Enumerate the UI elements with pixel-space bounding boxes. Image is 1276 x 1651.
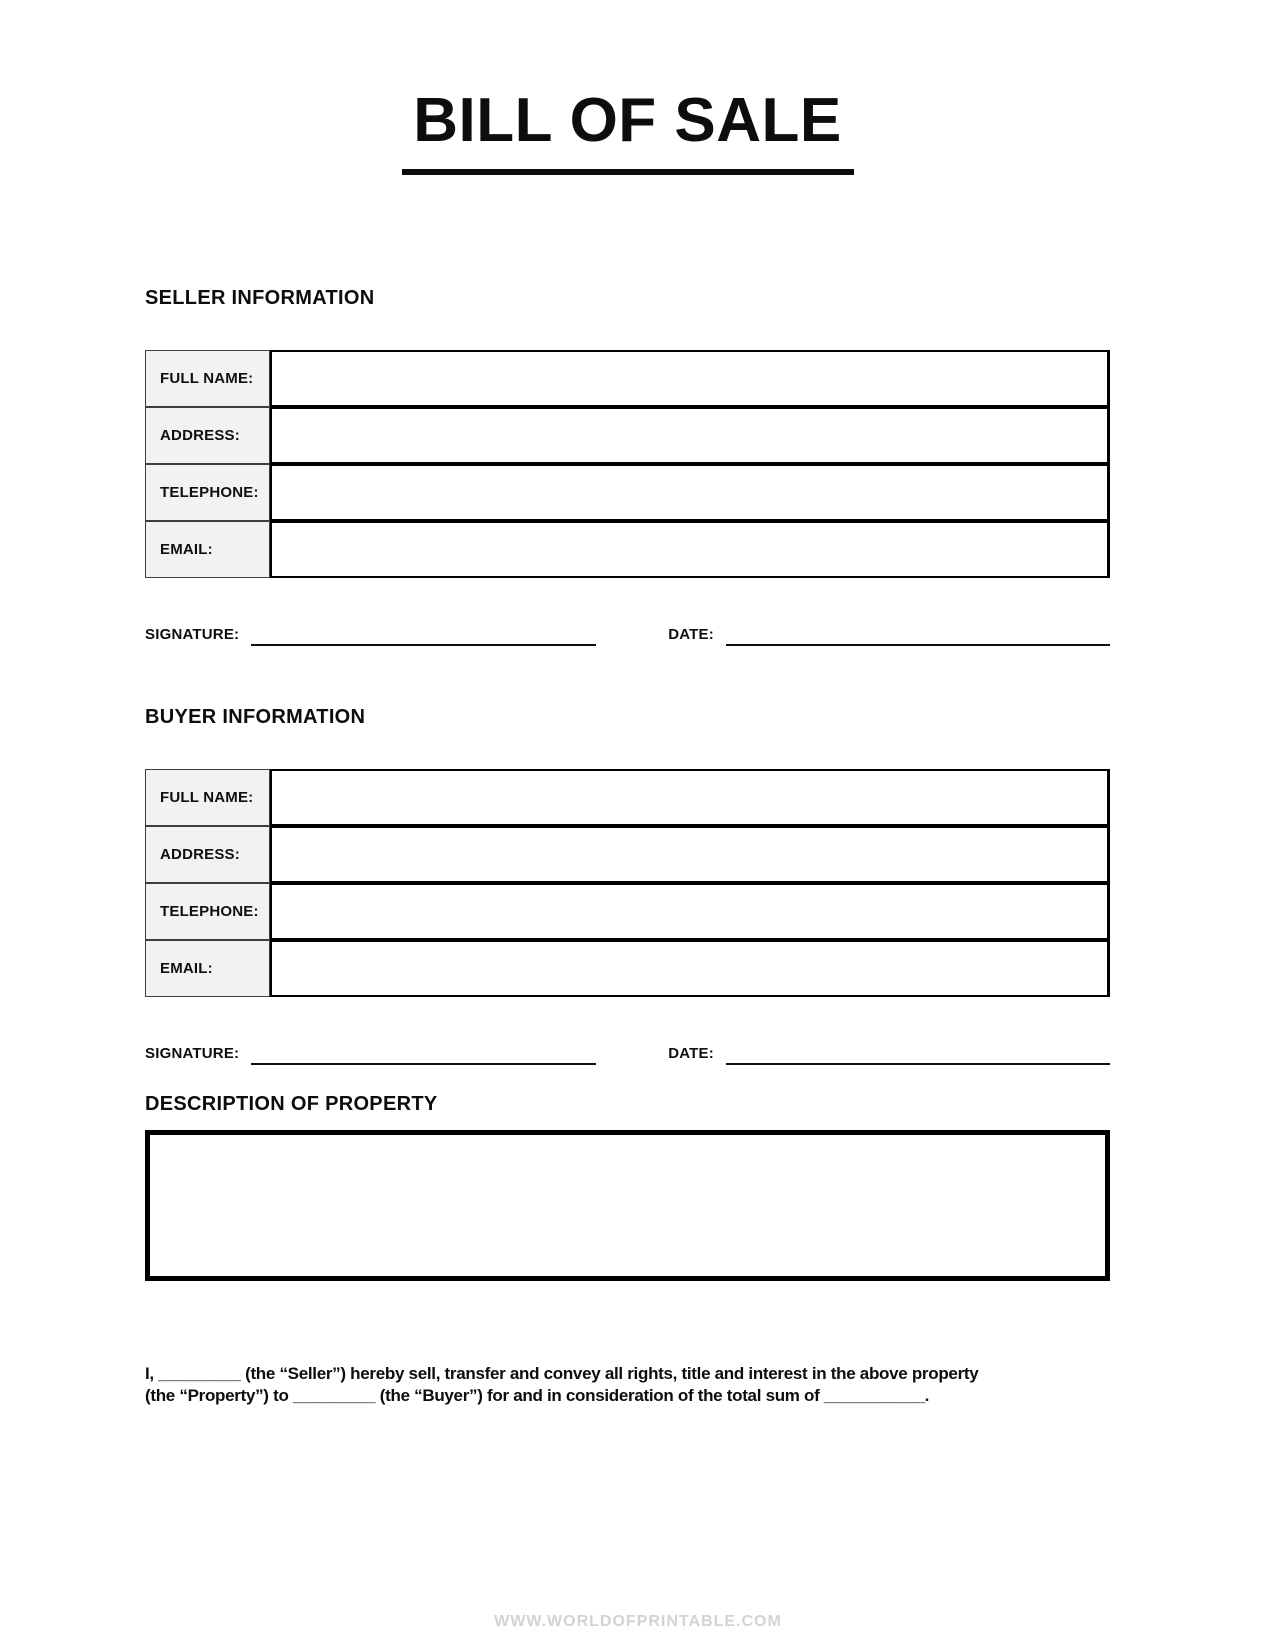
footer-watermark: WWW.WORLDOFPRINTABLE.COM [494, 1613, 782, 1630]
seller-fullname-field[interactable] [270, 350, 1110, 407]
buyer-fullname-field[interactable] [270, 769, 1110, 826]
field-label: FULL NAME: [145, 769, 270, 826]
buyer-telephone-field[interactable] [270, 883, 1110, 940]
sale-statement-line1: I, _________ (the “Seller”) hereby sell, transfer and convey all rights, title and interest in the above property [145, 1364, 979, 1384]
field-label: FULL NAME: [145, 350, 270, 407]
field-label: ADDRESS: [145, 826, 270, 883]
title-underline [402, 169, 854, 175]
seller-email-field[interactable] [270, 521, 1110, 578]
buyer-date-label: DATE: [668, 1045, 714, 1063]
field-label: TELEPHONE: [145, 883, 270, 940]
seller-signature-line[interactable] [251, 620, 596, 646]
table-row [145, 407, 1110, 464]
document-content [145, 88, 1110, 1407]
buyer-signature-row [145, 1039, 1110, 1065]
table-row [145, 350, 1110, 407]
table-row [145, 940, 1110, 997]
buyer-email-field[interactable] [270, 940, 1110, 997]
buyer-section-heading: BUYER INFORMATION [145, 706, 366, 729]
seller-info-table [145, 350, 1110, 578]
seller-address-field[interactable] [270, 407, 1110, 464]
page-title: BILL OF SALE [413, 86, 842, 155]
buyer-date-line[interactable] [726, 1039, 1110, 1065]
table-row [145, 521, 1110, 578]
buyer-info-table [145, 769, 1110, 997]
seller-signature-label: SIGNATURE: [145, 626, 240, 644]
buyer-address-field[interactable] [270, 826, 1110, 883]
field-label: ADDRESS: [145, 407, 270, 464]
field-label: EMAIL: [145, 940, 270, 997]
seller-telephone-field[interactable] [270, 464, 1110, 521]
seller-signature-row [145, 620, 1110, 646]
field-label: TELEPHONE: [145, 464, 270, 521]
table-row [145, 883, 1110, 940]
buyer-signature-label: SIGNATURE: [145, 1045, 240, 1063]
table-row [145, 464, 1110, 521]
property-description-field[interactable] [145, 1130, 1110, 1281]
table-row [145, 769, 1110, 826]
table-row [145, 826, 1110, 883]
seller-date-line[interactable] [726, 620, 1110, 646]
sale-statement [145, 1363, 1110, 1407]
field-label: EMAIL: [145, 521, 270, 578]
sale-statement-line2: (the “Property”) to _________ (the “Buyer”) for and in consideration of the total sum of ___________. [145, 1386, 930, 1406]
seller-section-heading: SELLER INFORMATION [145, 287, 375, 310]
buyer-signature-line[interactable] [251, 1039, 596, 1065]
seller-date-label: DATE: [668, 626, 714, 644]
property-section-heading: DESCRIPTION OF PROPERTY [145, 1093, 438, 1116]
